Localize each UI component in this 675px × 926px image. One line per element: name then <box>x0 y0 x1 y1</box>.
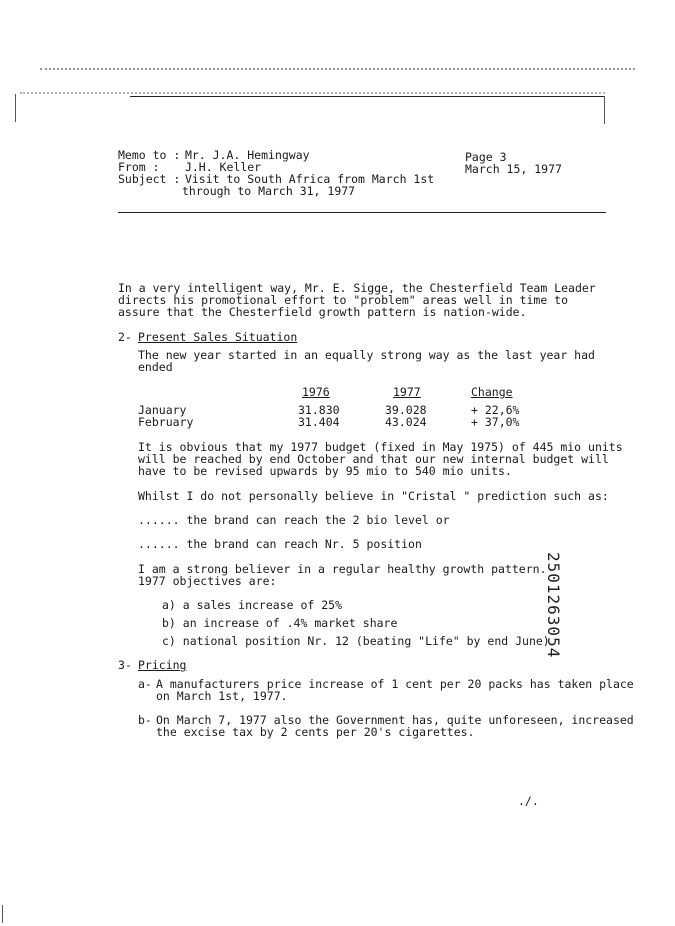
bullet-line: ...... the brand can reach the 2 bio level or <box>138 513 450 527</box>
memo-to-value: Mr. J.A. Hemingway <box>184 148 310 162</box>
continuation-mark: ./. <box>518 794 539 808</box>
table-cell-1977: 43.024 <box>385 415 427 429</box>
memo-to-label: Memo to : <box>118 148 181 162</box>
section2-p4-line: 1977 objectives are: <box>138 574 277 588</box>
page-number: Page 3 <box>465 150 507 164</box>
memo-subject-line2: through to March 31, 1977 <box>182 184 356 198</box>
table-cell-1976: 31.404 <box>298 415 340 429</box>
section2-p3: Whilst I do not personally believe in "Cristal " prediction such as: <box>138 489 609 503</box>
intro-line: directs his promotional effort to "problem" areas well in time to <box>118 293 569 307</box>
section2-heading: Present Sales Situation <box>138 330 298 344</box>
section2-p1-line: ended <box>138 360 173 374</box>
section3-heading: Pricing <box>138 658 187 672</box>
objective-item: c) national position Nr. 12 (beating "Life" by end June) <box>162 634 550 648</box>
table-cell-change: + 37,0% <box>471 415 520 429</box>
section3-number: 3- <box>118 658 132 672</box>
left-margin-mark <box>15 94 19 122</box>
objective-item: b) an increase of .4% market share <box>162 616 398 630</box>
table-cell-1977: 39.028 <box>385 403 427 417</box>
table-row-month: February <box>138 415 194 429</box>
pricing-b-line: On March 7, 1977 also the Government has, quite unforeseen, increased <box>156 713 634 727</box>
table-cell-1976: 31.830 <box>298 403 340 417</box>
pricing-a-line: on March 1st, 1977. <box>156 689 288 703</box>
table-header-1977: 1977 <box>393 385 421 399</box>
section2-p2-line: will be reached by end October and that our new internal budget will <box>138 452 609 466</box>
memo-date: March 15, 1977 <box>465 162 562 176</box>
table-cell-change: + 22,6% <box>471 403 520 417</box>
right-margin-mark <box>604 96 606 124</box>
header-divider <box>118 212 606 213</box>
pricing-a-line: A manufacturers price increase of 1 cent per 20 packs has taken place <box>156 677 634 691</box>
pricing-b-label: b- <box>138 713 152 727</box>
bullet-line: ...... the brand can reach Nr. 5 position <box>138 537 422 551</box>
intro-line: assure that the Chesterfield growth pattern is nation-wide. <box>118 305 527 319</box>
section2-p4-line: I am a strong believer in a regular healthy growth pattern. <box>138 562 547 576</box>
memo-from-label: From : <box>118 160 160 174</box>
memo-from-value: J.H. Keller <box>184 160 262 174</box>
table-header-change: Change <box>471 385 513 399</box>
section2-p2-line: It is obvious that my 1977 budget (fixed in May 1975) of 445 mio units <box>138 440 623 454</box>
document-id: 2501263054 <box>544 552 563 659</box>
pricing-a-label: a- <box>138 677 152 691</box>
objective-item: a) a sales increase of 25% <box>162 598 343 612</box>
pricing-b-line: the excise tax by 2 cents per 20's cigarettes. <box>156 725 475 739</box>
table-row-month: January <box>138 403 187 417</box>
header-rule-top <box>130 96 605 97</box>
section2-number: 2- <box>118 330 132 344</box>
memo-subject-label: Subject : <box>118 172 181 186</box>
intro-line: In a very intelligent way, Mr. E. Sigge, the Chesterfield Team Leader <box>118 281 596 295</box>
section2-p2-line: have to be revised upwards by 95 mio to 540 mio units. <box>138 464 512 478</box>
memo-subject-line1: Visit to South Africa from March 1st <box>184 172 435 186</box>
bottom-margin-mark <box>2 905 4 923</box>
scan-artifact-top <box>40 68 635 72</box>
section2-p1-line: The new year started in an equally strong way as the last year had <box>138 348 595 362</box>
table-header-1976: 1976 <box>302 385 330 399</box>
